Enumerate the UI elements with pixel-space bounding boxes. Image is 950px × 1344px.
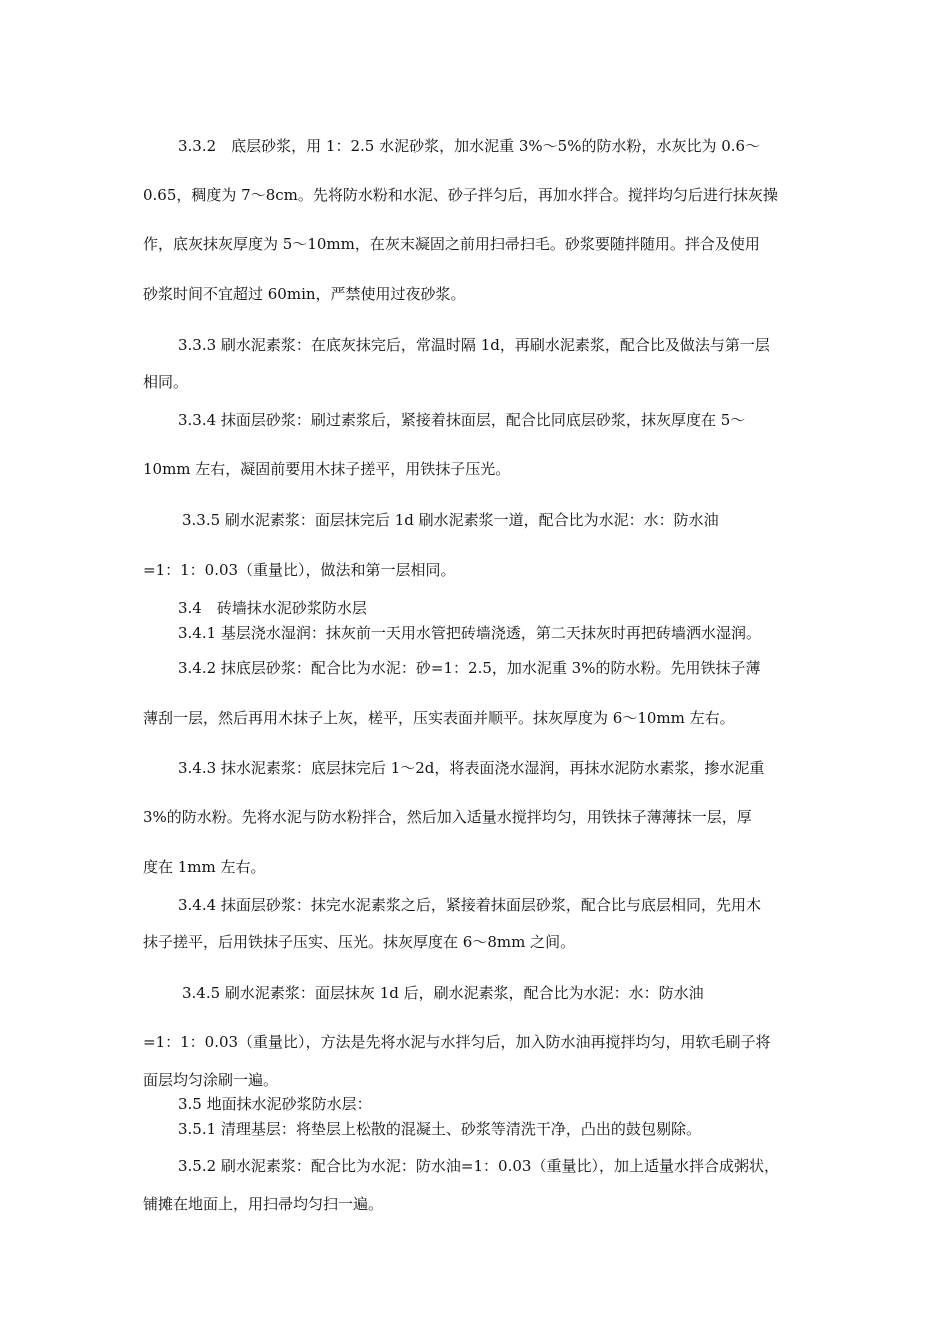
paragraph-line: 3.4.3 抹水泥素浆：底层抹完后 1～2d，将表面浇水湿润，再抹水泥防水素浆，掺水泥重 (178, 759, 765, 777)
paragraph-line: 3.4.2 抹底层砂浆：配合比为水泥：砂=1：2.5，加水泥重 3%的防水粉。先用铁抹子薄 (178, 659, 761, 677)
paragraph-line: 面层均匀涂刷一遍。 (143, 1071, 279, 1089)
paragraph-line: 3.3.4 抹面层砂浆：刷过素浆后，紧接着抹面层，配合比同底层砂浆，抹灰厚度在 5～ (178, 411, 746, 429)
section-heading: 3.5 地面抹水泥砂浆防水层： (178, 1095, 372, 1113)
paragraph-line: 3.3.3 刷水泥素浆：在底灰抹完后，常温时隔 1d，再刷水泥素浆，配合比及做法与第一层 (178, 336, 770, 354)
paragraph-line: =1：1：0.03（重量比），方法是先将水泥与水拌匀后，加入防水油再搅拌均匀，用软毛刷子将 (143, 1033, 771, 1051)
paragraph-line: 抹子搓平，后用铁抹子压实、压光。抹灰厚度在 6～8mm 之间。 (143, 933, 576, 951)
paragraph-line: 砂浆时间不宜超过 60min，严禁使用过夜砂浆。 (143, 285, 466, 303)
paragraph-line: 3.4.1 基层浇水湿润：抹灰前一天用水管把砖墙浇透，第二天抹灰时再把砖墙洒水湿润。 (178, 624, 761, 642)
paragraph-line: 3.4.5 刷水泥素浆：面层抹灰 1d 后，刷水泥素浆，配合比为水泥：水：防水油 (182, 984, 704, 1002)
paragraph-line: 度在 1mm 左右。 (143, 858, 266, 876)
paragraph-line: 3%的防水粉。先将水泥与防水粉拌合，然后加入适量水搅拌均匀，用铁抹子薄薄抹一层，厚 (143, 808, 752, 826)
paragraph-line: =1：1：0.03（重量比），做法和第一层相同。 (143, 561, 456, 579)
paragraph-line: 3.3.5 刷水泥素浆：面层抹完后 1d 刷水泥素浆一道，配合比为水泥：水：防水油 (182, 511, 719, 529)
paragraph-line: 0.65，稠度为 7～8cm。先将防水粉和水泥、砂子拌匀后，再加水拌合。搅拌均匀后进行抹灰操 (143, 186, 778, 204)
section-heading: 3.4 砖墙抹水泥砂浆防水层 (178, 599, 367, 617)
paragraph-line: 3.4.4 抹面层砂浆：抹完水泥素浆之后，紧接着抹面层砂浆，配合比与底层相同，先用木 (178, 896, 761, 914)
paragraph-line: 相同。 (143, 373, 189, 391)
paragraph-line: 铺摊在地面上，用扫帚均匀扫一遍。 (143, 1195, 384, 1213)
paragraph-line: 3.5.1 清理基层：将垫层上松散的混凝土、砂浆等清洗干净，凸出的鼓包剔除。 (178, 1120, 701, 1138)
paragraph-line: 作，底灰抹灰厚度为 5～10mm，在灰末凝固之前用扫帚扫毛。砂浆要随拌随用。拌合及使用 (143, 235, 760, 253)
paragraph-line: 薄刮一层，然后再用木抹子上灰，槎平，压实表面并顺平。抹灰厚度为 6～10mm 左右。 (143, 709, 735, 727)
paragraph-line: 3.5.2 刷水泥素浆：配合比为水泥：防水油=1：0.03（重量比），加上适量水拌合成粥状， (178, 1157, 779, 1175)
paragraph-line: 10mm 左右，凝固前要用木抹子搓平，用铁抹子压光。 (143, 460, 511, 478)
paragraph-line: 3.3.2 底层砂浆，用 1：2.5 水泥砂浆，加水泥重 3%～5%的防水粉，水灰比为 0.6～ (178, 137, 761, 155)
